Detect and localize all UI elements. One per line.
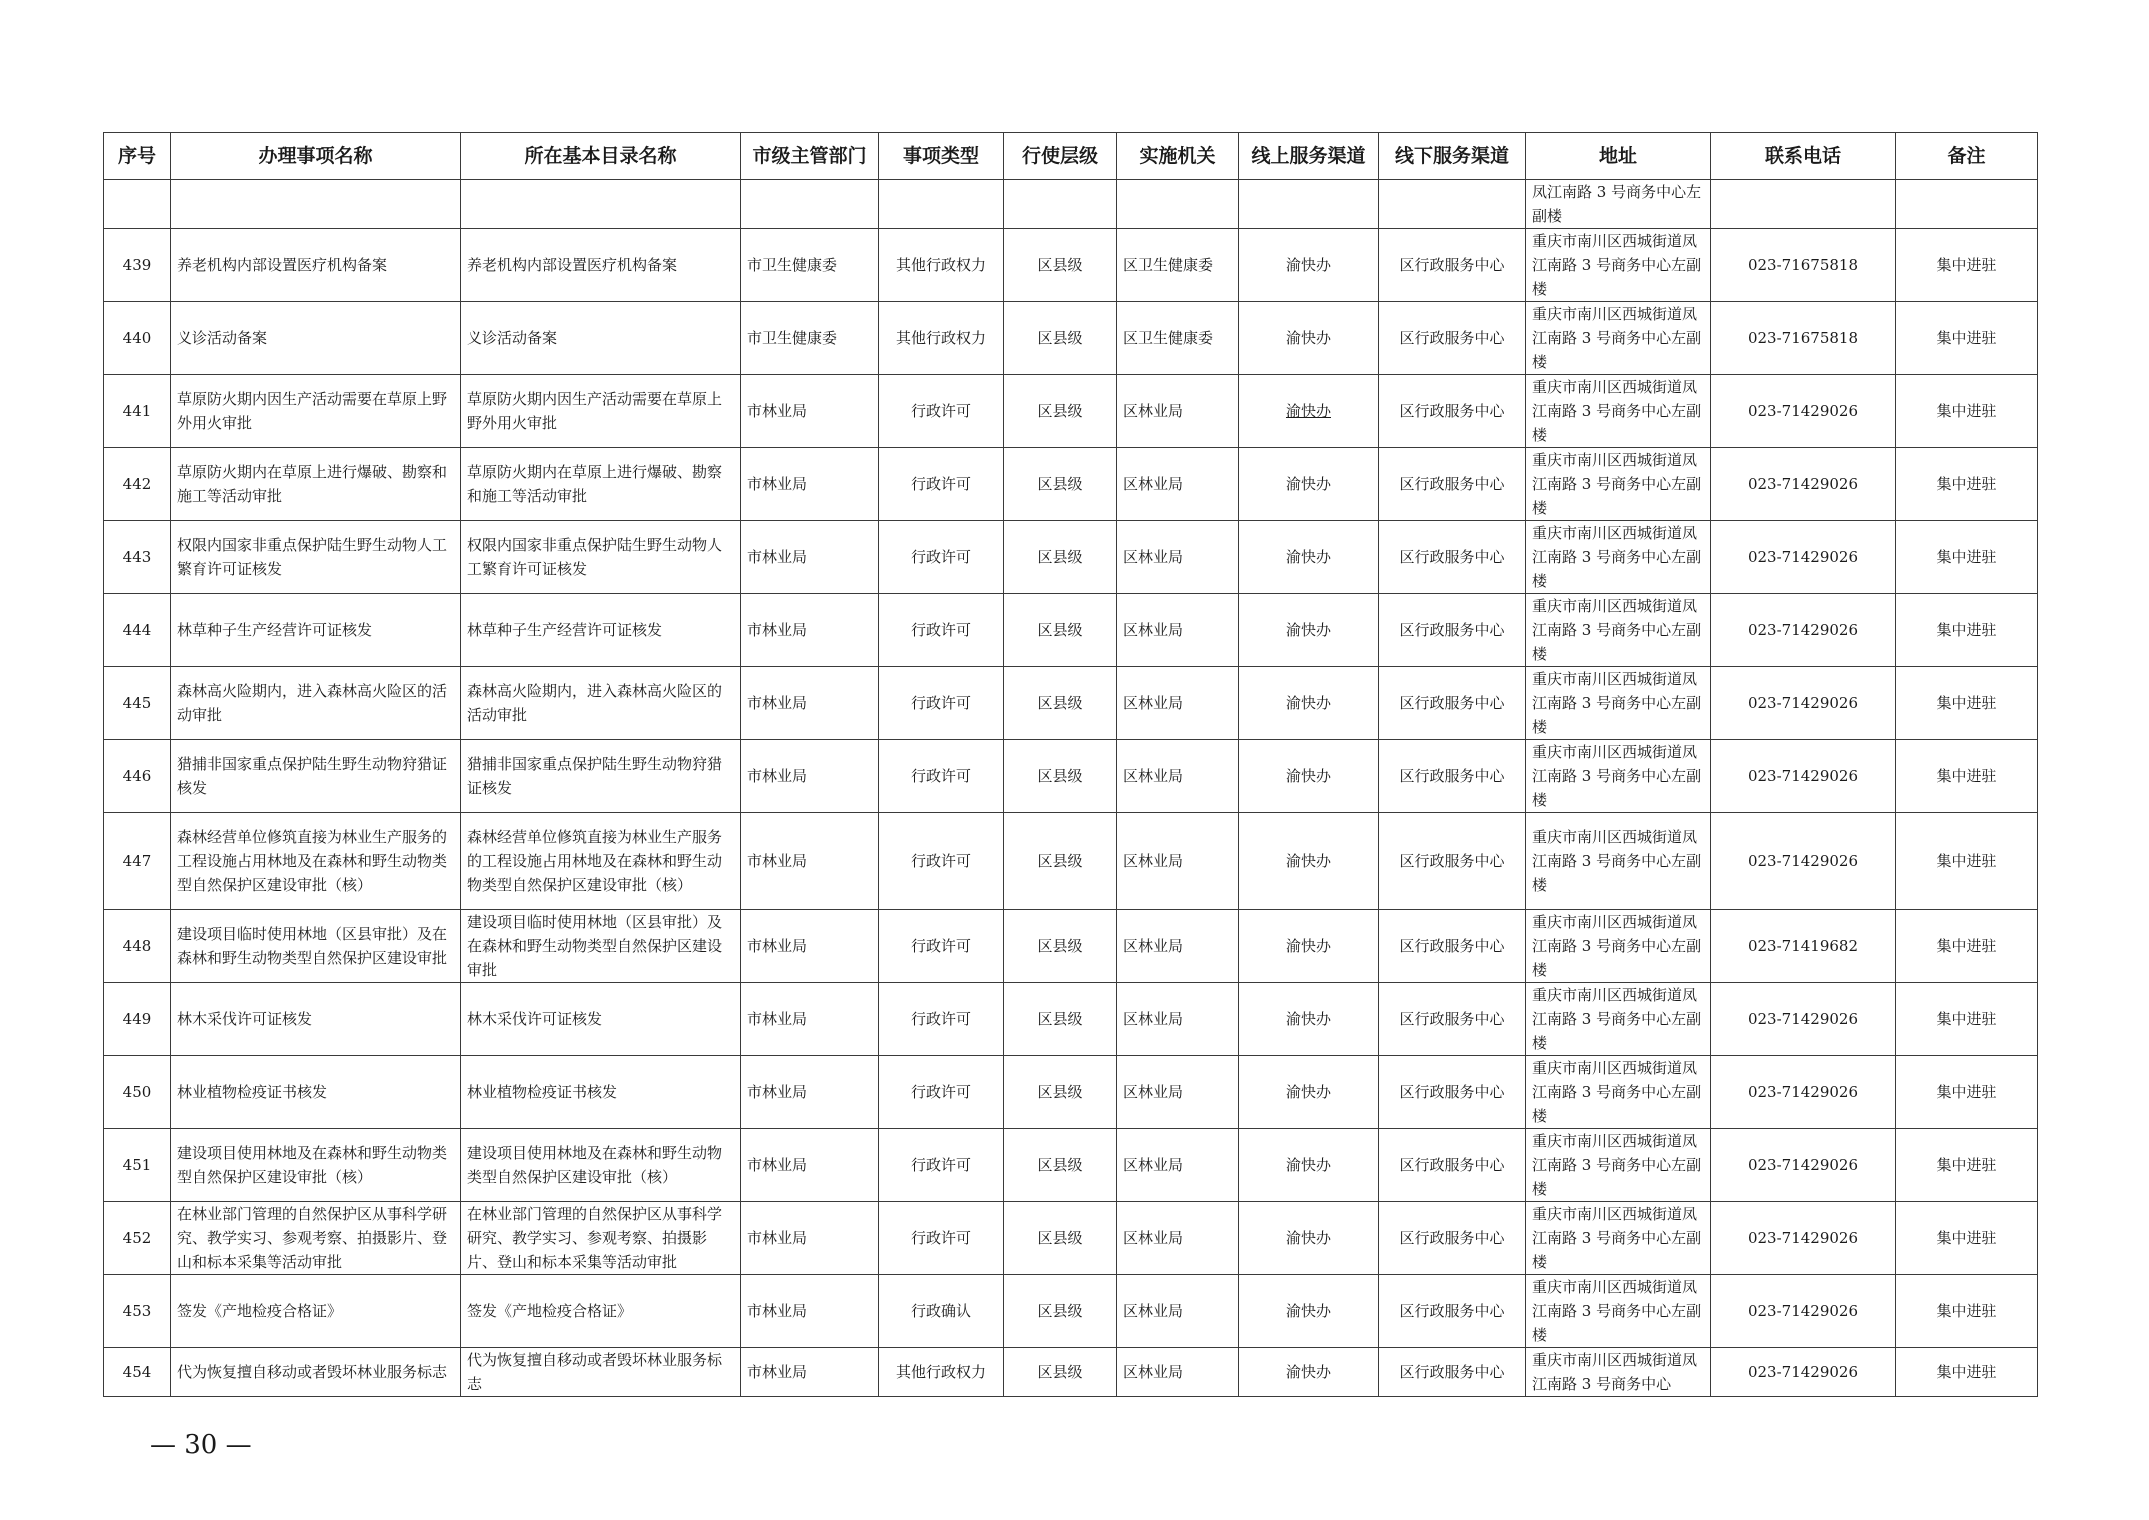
cell-agency: 区林业局 [1117, 448, 1239, 521]
cell-item-type: 行政许可 [879, 983, 1004, 1056]
cell-offline-channel: 区行政服务中心 [1379, 1056, 1526, 1129]
cell-department: 市卫生健康委 [741, 302, 879, 375]
cell-phone: 023-71429026 [1711, 1348, 1896, 1397]
cell-address: 重庆市南川区西城街道凤江南路 3 号商务中心左副楼 [1526, 740, 1711, 813]
table-row [104, 521, 2038, 594]
cell-agency: 区林业局 [1117, 521, 1239, 594]
cell-item-type: 行政许可 [879, 521, 1004, 594]
cell-note: 集中进驻 [1896, 667, 2038, 740]
cell-online-channel: 渝快办 [1239, 229, 1379, 302]
cell-no: 451 [104, 1129, 171, 1202]
table-row [104, 1202, 2038, 1275]
cell-phone: 023-71675818 [1711, 229, 1896, 302]
cell-phone: 023-71429026 [1711, 375, 1896, 448]
cell-agency: 区林业局 [1117, 813, 1239, 910]
cell-department: 市林业局 [741, 910, 879, 983]
service-items-table [103, 132, 2038, 1397]
cell-item-name: 草原防火期内在草原上进行爆破、勘察和施工等活动审批 [171, 448, 461, 521]
cell-offline-channel: 区行政服务中心 [1379, 910, 1526, 983]
cell-phone: 023-71429026 [1711, 740, 1896, 813]
cell-phone: 023-71429026 [1711, 521, 1896, 594]
cell-offline-channel: 区行政服务中心 [1379, 1348, 1526, 1397]
cell-item-type: 行政许可 [879, 594, 1004, 667]
cell-item-type: 行政许可 [879, 667, 1004, 740]
cell-level: 区县级 [1004, 1129, 1117, 1202]
cell-catalog-name: 建设项目使用林地及在森林和野生动物类型自然保护区建设审批（核） [461, 1129, 741, 1202]
cell-no: 449 [104, 983, 171, 1056]
cell-online-channel: 渝快办 [1239, 1275, 1379, 1348]
cell-address: 重庆市南川区西城街道凤江南路 3 号商务中心左副楼 [1526, 813, 1711, 910]
cell-catalog-name: 森林经营单位修筑直接为林业生产服务的工程设施占用林地及在森林和野生动物类型自然保护区建设审批（核） [461, 813, 741, 910]
table-row [104, 983, 2038, 1056]
cell-item-type: 其他行政权力 [879, 229, 1004, 302]
cell-note: 集中进驻 [1896, 521, 2038, 594]
table-header-row [104, 133, 2038, 180]
cell-online-channel: 渝快办 [1239, 1129, 1379, 1202]
header-note: 备注 [1896, 133, 2038, 180]
table-row [104, 448, 2038, 521]
cell-online-channel: 渝快办 [1239, 910, 1379, 983]
cell-agency: 区林业局 [1117, 983, 1239, 1056]
cell-online-channel: 渝快办 [1239, 1202, 1379, 1275]
cell-note: 集中进驻 [1896, 1202, 2038, 1275]
cell-level: 区县级 [1004, 594, 1117, 667]
header-department: 市级主管部门 [741, 133, 879, 180]
cell-department: 市林业局 [741, 594, 879, 667]
cell-agency: 区林业局 [1117, 1056, 1239, 1129]
table-row [104, 302, 2038, 375]
cell-note: 集中进驻 [1896, 1129, 2038, 1202]
cell-agency: 区卫生健康委 [1117, 302, 1239, 375]
header-online-channel: 线上服务渠道 [1239, 133, 1379, 180]
cell-item-name: 草原防火期内因生产活动需要在草原上野外用火审批 [171, 375, 461, 448]
cell-address: 重庆市南川区西城街道凤江南路 3 号商务中心左副楼 [1526, 375, 1711, 448]
cell-address: 重庆市南川区西城街道凤江南路 3 号商务中心左副楼 [1526, 594, 1711, 667]
cell-item-type: 其他行政权力 [879, 302, 1004, 375]
cell-department: 市林业局 [741, 521, 879, 594]
cell-phone: 023-71429026 [1711, 448, 1896, 521]
cell-item-name: 建设项目临时使用林地（区县审批）及在森林和野生动物类型自然保护区建设审批 [171, 910, 461, 983]
cell-offline-channel: 区行政服务中心 [1379, 448, 1526, 521]
cell-item-name: 权限内国家非重点保护陆生野生动物人工繁育许可证核发 [171, 521, 461, 594]
cell-catalog-name: 义诊活动备案 [461, 302, 741, 375]
cell-online-channel: 渝快办 [1239, 302, 1379, 375]
cell-no: 444 [104, 594, 171, 667]
cell-catalog-name: 猎捕非国家重点保护陆生野生动物狩猎证核发 [461, 740, 741, 813]
cell-agency: 区林业局 [1117, 1129, 1239, 1202]
cell-department: 市林业局 [741, 740, 879, 813]
cell-level: 区县级 [1004, 983, 1117, 1056]
cell-item-name: 林业植物检疫证书核发 [171, 1056, 461, 1129]
cell-department: 市林业局 [741, 1202, 879, 1275]
cell-note: 集中进驻 [1896, 302, 2038, 375]
cell-agency: 区林业局 [1117, 667, 1239, 740]
continuation-row [104, 180, 2038, 229]
cell-no: 446 [104, 740, 171, 813]
cell-no: 445 [104, 667, 171, 740]
cell-item-type: 行政许可 [879, 1202, 1004, 1275]
cell-online-channel: 渝快办 [1239, 448, 1379, 521]
cell-no: 448 [104, 910, 171, 983]
cell-level: 区县级 [1004, 667, 1117, 740]
cell-item-name: 代为恢复擅自移动或者毁坏林业服务标志 [171, 1348, 461, 1397]
cell-item-type: 行政许可 [879, 740, 1004, 813]
table-row [104, 1275, 2038, 1348]
cell-online-channel: 渝快办 [1239, 983, 1379, 1056]
cell-address: 重庆市南川区西城街道凤江南路 3 号商务中心左副楼 [1526, 1129, 1711, 1202]
cell-level: 区县级 [1004, 448, 1117, 521]
cell-level: 区县级 [1004, 1056, 1117, 1129]
header-agency: 实施机关 [1117, 133, 1239, 180]
cell-level: 区县级 [1004, 229, 1117, 302]
cell-item-type: 行政许可 [879, 910, 1004, 983]
cell-offline-channel: 区行政服务中心 [1379, 594, 1526, 667]
cell-phone: 023-71429026 [1711, 1129, 1896, 1202]
cell-item-name: 建设项目使用林地及在森林和野生动物类型自然保护区建设审批（核） [171, 1129, 461, 1202]
cell-online-channel: 渝快办 [1239, 521, 1379, 594]
cell-level: 区县级 [1004, 740, 1117, 813]
cell-offline-channel: 区行政服务中心 [1379, 375, 1526, 448]
cell-phone: 023-71429026 [1711, 1202, 1896, 1275]
cell-item-name: 猎捕非国家重点保护陆生野生动物狩猎证核发 [171, 740, 461, 813]
cell-no: 442 [104, 448, 171, 521]
cell-agency: 区林业局 [1117, 740, 1239, 813]
cell-offline-channel: 区行政服务中心 [1379, 302, 1526, 375]
cell-no: 453 [104, 1275, 171, 1348]
cell-catalog-name: 权限内国家非重点保护陆生野生动物人工繁育许可证核发 [461, 521, 741, 594]
cell-note: 集中进驻 [1896, 813, 2038, 910]
cell-address: 重庆市南川区西城街道凤江南路 3 号商务中心左副楼 [1526, 521, 1711, 594]
cell-note: 集中进驻 [1896, 448, 2038, 521]
cell-offline-channel: 区行政服务中心 [1379, 813, 1526, 910]
cell-level: 区县级 [1004, 521, 1117, 594]
cell-item-name: 森林经营单位修筑直接为林业生产服务的工程设施占用林地及在森林和野生动物类型自然保护区建设审批（核） [171, 813, 461, 910]
cell-catalog-name: 代为恢复擅自移动或者毁坏林业服务标志 [461, 1348, 741, 1397]
cell-item-type: 行政许可 [879, 375, 1004, 448]
cell-item-name: 在林业部门管理的自然保护区从事科学研究、教学实习、参观考察、拍摄影片、登山和标本采集等活动审批 [171, 1202, 461, 1275]
cell-online-channel: 渝快办 [1239, 375, 1379, 448]
cell-phone: 023-71429026 [1711, 667, 1896, 740]
cell-department: 市卫生健康委 [741, 229, 879, 302]
cell-online-channel: 渝快办 [1239, 1056, 1379, 1129]
cell-department: 市林业局 [741, 1275, 879, 1348]
cell-item-type: 其他行政权力 [879, 1348, 1004, 1397]
cell-item-type: 行政许可 [879, 1056, 1004, 1129]
cell-phone: 023-71429026 [1711, 1275, 1896, 1348]
cell-item-type: 行政许可 [879, 448, 1004, 521]
header-catalog-name: 所在基本目录名称 [461, 133, 741, 180]
cell-address: 重庆市南川区西城街道凤江南路 3 号商务中心左副楼 [1526, 1056, 1711, 1129]
cell-item-name: 林草种子生产经营许可证核发 [171, 594, 461, 667]
cell-note: 集中进驻 [1896, 740, 2038, 813]
cell-department: 市林业局 [741, 813, 879, 910]
cell-offline-channel: 区行政服务中心 [1379, 1202, 1526, 1275]
cell-catalog-name: 林草种子生产经营许可证核发 [461, 594, 741, 667]
cell-level: 区县级 [1004, 813, 1117, 910]
cell-note: 集中进驻 [1896, 910, 2038, 983]
cell-agency: 区林业局 [1117, 1202, 1239, 1275]
cell-item-type: 行政许可 [879, 1129, 1004, 1202]
cell-offline-channel: 区行政服务中心 [1379, 1275, 1526, 1348]
cell-department: 市林业局 [741, 448, 879, 521]
cell-item-name: 养老机构内部设置医疗机构备案 [171, 229, 461, 302]
cell-offline-channel: 区行政服务中心 [1379, 983, 1526, 1056]
cell-item-name: 森林高火险期内，进入森林高火险区的活动审批 [171, 667, 461, 740]
cell-agency: 区林业局 [1117, 594, 1239, 667]
continuation-address: 凤江南路 3 号商务中心左副楼 [1526, 180, 1711, 229]
cell-agency: 区林业局 [1117, 1348, 1239, 1397]
header-item-type: 事项类型 [879, 133, 1004, 180]
cell-address: 重庆市南川区西城街道凤江南路 3 号商务中心 [1526, 1348, 1711, 1397]
cell-department: 市林业局 [741, 375, 879, 448]
cell-level: 区县级 [1004, 1348, 1117, 1397]
cell-no: 454 [104, 1348, 171, 1397]
header-no: 序号 [104, 133, 171, 180]
cell-level: 区县级 [1004, 302, 1117, 375]
cell-department: 市林业局 [741, 1056, 879, 1129]
cell-agency: 区卫生健康委 [1117, 229, 1239, 302]
header-item-name: 办理事项名称 [171, 133, 461, 180]
header-offline-channel: 线下服务渠道 [1379, 133, 1526, 180]
cell-item-type: 行政许可 [879, 813, 1004, 910]
cell-offline-channel: 区行政服务中心 [1379, 740, 1526, 813]
cell-department: 市林业局 [741, 667, 879, 740]
cell-catalog-name: 草原防火期内因生产活动需要在草原上野外用火审批 [461, 375, 741, 448]
cell-address: 重庆市南川区西城街道凤江南路 3 号商务中心左副楼 [1526, 448, 1711, 521]
cell-note: 集中进驻 [1896, 1348, 2038, 1397]
cell-no: 440 [104, 302, 171, 375]
cell-address: 重庆市南川区西城街道凤江南路 3 号商务中心左副楼 [1526, 667, 1711, 740]
cell-address: 重庆市南川区西城街道凤江南路 3 号商务中心左副楼 [1526, 910, 1711, 983]
cell-phone: 023-71675818 [1711, 302, 1896, 375]
cell-catalog-name: 签发《产地检疫合格证》 [461, 1275, 741, 1348]
cell-department: 市林业局 [741, 983, 879, 1056]
cell-agency: 区林业局 [1117, 910, 1239, 983]
table-row [104, 1348, 2038, 1397]
cell-note: 集中进驻 [1896, 229, 2038, 302]
cell-phone: 023-71429026 [1711, 813, 1896, 910]
cell-address: 重庆市南川区西城街道凤江南路 3 号商务中心左副楼 [1526, 1275, 1711, 1348]
cell-note: 集中进驻 [1896, 1275, 2038, 1348]
cell-catalog-name: 养老机构内部设置医疗机构备案 [461, 229, 741, 302]
cell-online-channel: 渝快办 [1239, 667, 1379, 740]
table-row [104, 375, 2038, 448]
cell-department: 市林业局 [741, 1129, 879, 1202]
cell-offline-channel: 区行政服务中心 [1379, 521, 1526, 594]
cell-catalog-name: 森林高火险期内，进入森林高火险区的活动审批 [461, 667, 741, 740]
cell-no: 447 [104, 813, 171, 910]
cell-level: 区县级 [1004, 1202, 1117, 1275]
cell-agency: 区林业局 [1117, 1275, 1239, 1348]
cell-offline-channel: 区行政服务中心 [1379, 667, 1526, 740]
cell-no: 443 [104, 521, 171, 594]
cell-item-type: 行政确认 [879, 1275, 1004, 1348]
cell-online-channel: 渝快办 [1239, 594, 1379, 667]
cell-address: 重庆市南川区西城街道凤江南路 3 号商务中心左副楼 [1526, 229, 1711, 302]
cell-agency: 区林业局 [1117, 375, 1239, 448]
cell-online-channel: 渝快办 [1239, 740, 1379, 813]
cell-phone: 023-71419682 [1711, 910, 1896, 983]
table-row [104, 667, 2038, 740]
cell-phone: 023-71429026 [1711, 983, 1896, 1056]
cell-item-name: 签发《产地检疫合格证》 [171, 1275, 461, 1348]
cell-catalog-name: 草原防火期内在草原上进行爆破、勘察和施工等活动审批 [461, 448, 741, 521]
header-address: 地址 [1526, 133, 1711, 180]
cell-no: 450 [104, 1056, 171, 1129]
header-level: 行使层级 [1004, 133, 1117, 180]
cell-phone: 023-71429026 [1711, 1056, 1896, 1129]
table-row [104, 910, 2038, 983]
table-row [104, 229, 2038, 302]
cell-address: 重庆市南川区西城街道凤江南路 3 号商务中心左副楼 [1526, 1202, 1711, 1275]
cell-address: 重庆市南川区西城街道凤江南路 3 号商务中心左副楼 [1526, 983, 1711, 1056]
table-row [104, 594, 2038, 667]
cell-note: 集中进驻 [1896, 1056, 2038, 1129]
cell-note: 集中进驻 [1896, 594, 2038, 667]
cell-offline-channel: 区行政服务中心 [1379, 229, 1526, 302]
table-row [104, 1056, 2038, 1129]
cell-catalog-name: 在林业部门管理的自然保护区从事科学研究、教学实习、参观考察、拍摄影片、登山和标本采集等活动审批 [461, 1202, 741, 1275]
cell-level: 区县级 [1004, 375, 1117, 448]
cell-item-name: 林木采伐许可证核发 [171, 983, 461, 1056]
cell-catalog-name: 建设项目临时使用林地（区县审批）及在森林和野生动物类型自然保护区建设审批 [461, 910, 741, 983]
cell-offline-channel: 区行政服务中心 [1379, 1129, 1526, 1202]
table-row [104, 740, 2038, 813]
header-phone: 联系电话 [1711, 133, 1896, 180]
cell-no: 441 [104, 375, 171, 448]
cell-catalog-name: 林业植物检疫证书核发 [461, 1056, 741, 1129]
cell-online-channel: 渝快办 [1239, 813, 1379, 910]
cell-department: 市林业局 [741, 1348, 879, 1397]
cell-level: 区县级 [1004, 910, 1117, 983]
cell-note: 集中进驻 [1896, 375, 2038, 448]
table-row [104, 813, 2038, 910]
cell-address: 重庆市南川区西城街道凤江南路 3 号商务中心左副楼 [1526, 302, 1711, 375]
page-number: — 30 — [150, 1430, 252, 1460]
cell-level: 区县级 [1004, 1275, 1117, 1348]
cell-note: 集中进驻 [1896, 983, 2038, 1056]
cell-no: 439 [104, 229, 171, 302]
table-row [104, 1129, 2038, 1202]
cell-item-name: 义诊活动备案 [171, 302, 461, 375]
cell-catalog-name: 林木采伐许可证核发 [461, 983, 741, 1056]
cell-phone: 023-71429026 [1711, 594, 1896, 667]
cell-online-channel: 渝快办 [1239, 1348, 1379, 1397]
cell-no: 452 [104, 1202, 171, 1275]
